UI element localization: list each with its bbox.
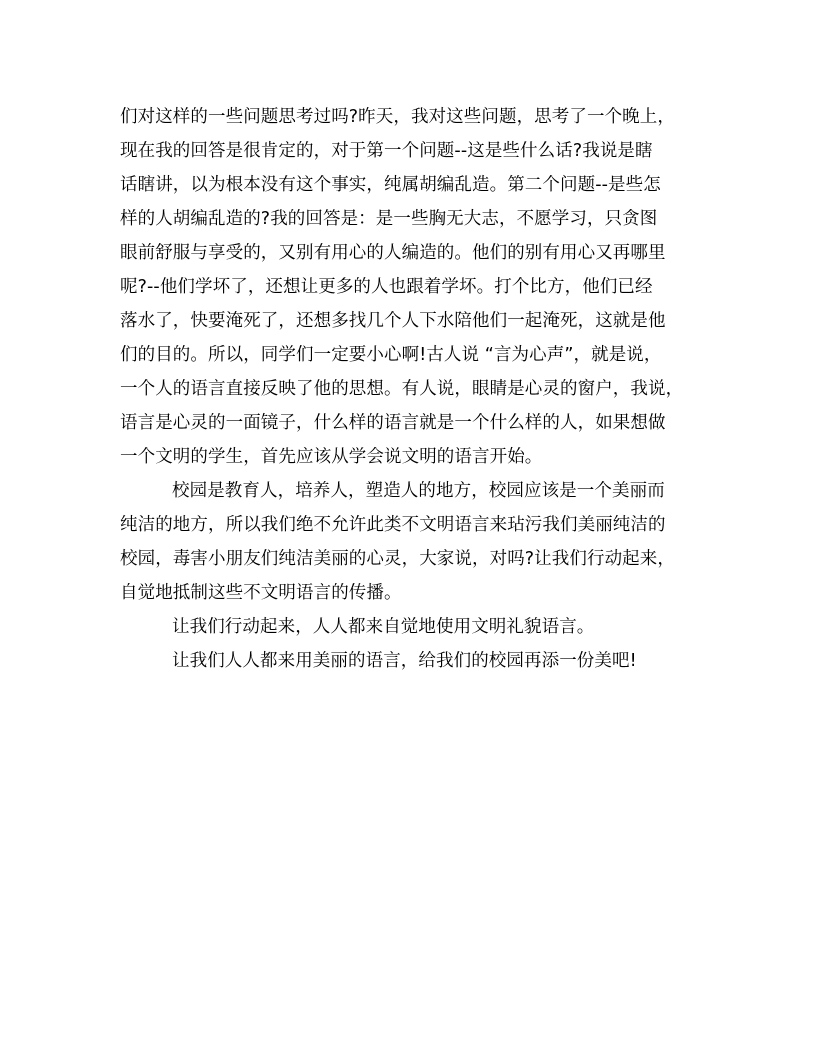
text-line: 校园是教育人，培养人，塑造人的地方，校园应该是一个美丽而: [172, 481, 665, 501]
document-body: [120, 100, 695, 678]
text-line: 们的目的。所以，同学们一定要小心啊!古人说 “言为心声”，就是说，: [120, 345, 662, 365]
text-line: 们对这样的一些问题思考过吗?昨天，我对这些问题，思考了一个晚上，: [120, 107, 675, 127]
text-line: 校园，毒害小朋友们纯洁美丽的心灵，大家说，对吗?让我们行动起来，: [120, 549, 675, 569]
text-line: 让我们人人都来用美丽的语言，给我们的校园再添一份美吧!: [172, 651, 637, 671]
text-line: 让我们行动起来，人人都来自觉地使用文明礼貌语言。: [172, 617, 595, 637]
text-line: 一个人的语言直接反映了他的思想。有人说，眼睛是心灵的窗户，我说，: [120, 379, 684, 399]
paragraph-2: [120, 474, 695, 610]
text-line: 落水了，快要淹死了，还想多找几个人下水陪他们一起淹死，这就是他: [120, 311, 666, 331]
text-line: 自觉地抵制这些不文明语言的传播。: [120, 583, 402, 603]
text-line: 纯洁的地方，所以我们绝不允许此类不文明语言来玷污我们美丽纯洁的: [120, 515, 666, 535]
text-line: 一个文明的学生，首先应该从学会说文明的语言开始。: [120, 447, 543, 467]
text-line: 眼前舒服与享受的，又别有用心的人编造的。他们的别有用心又再哪里: [120, 243, 666, 263]
text-line: 呢?--他们学坏了，还想让更多的人也跟着学坏。打个比方，他们已经: [120, 277, 653, 297]
text-line: 话瞎讲，以为根本没有这个事实，纯属胡编乱造。第二个问题--是些怎: [120, 175, 661, 195]
paragraph-1: [120, 100, 695, 474]
text-line: 样的人胡编乱造的?我的回答是：是一些胸无大志，不愿学习，只贪图: [120, 209, 658, 229]
paragraph-4: [120, 644, 695, 678]
text-line: 现在我的回答是很肯定的，对于第一个问题--这是些什么话?我说是瞎: [120, 141, 653, 161]
paragraph-3: [120, 610, 695, 644]
text-line: 语言是心灵的一面镜子，什么样的语言就是一个什么样的人，如果想做: [120, 413, 666, 433]
